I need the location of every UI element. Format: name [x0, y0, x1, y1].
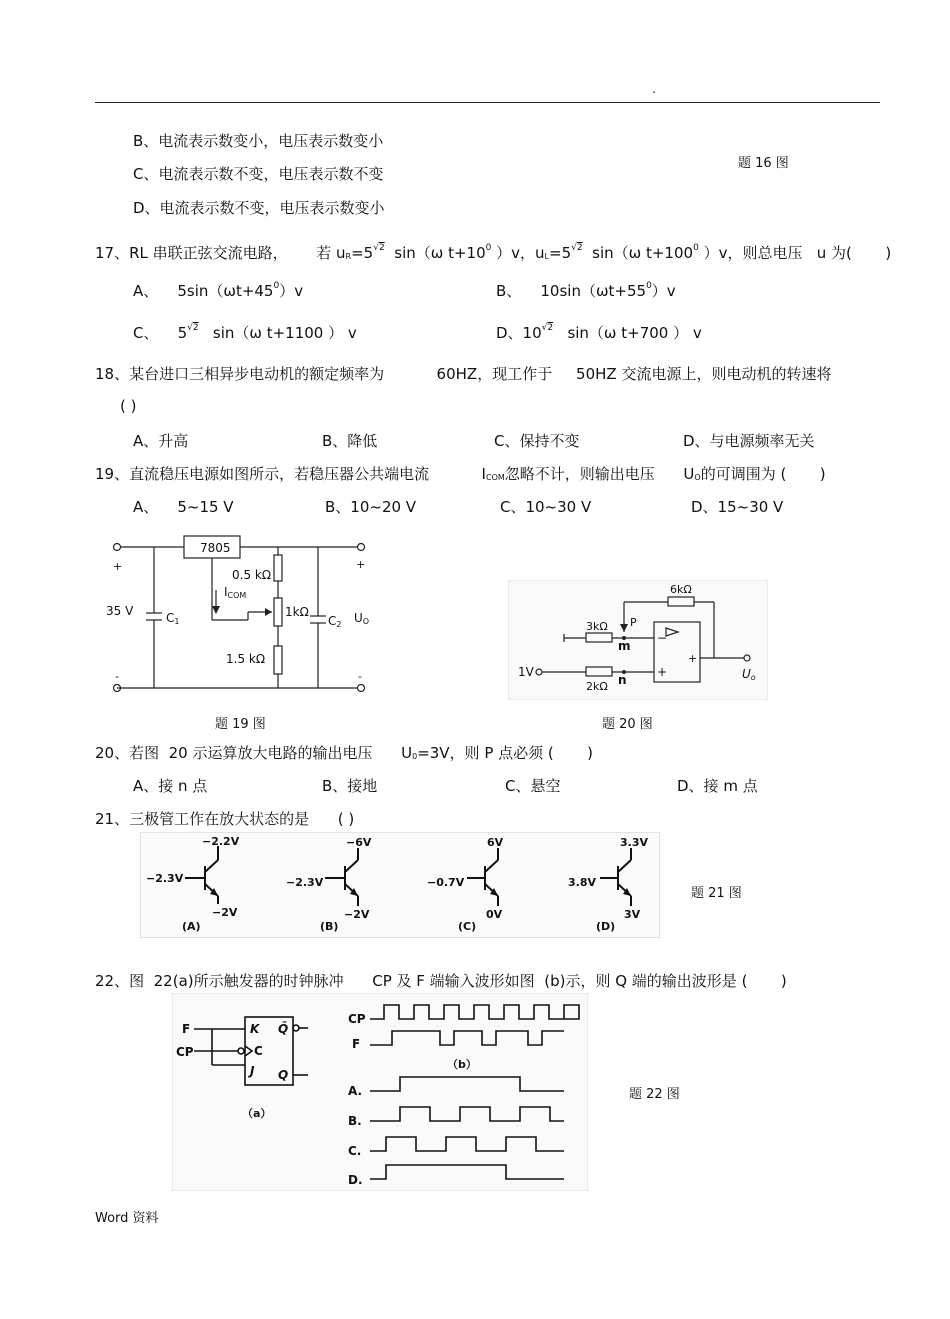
q17-option-d: D、$10^{√2}$ sin（ω t+700 ） v	[496, 323, 702, 342]
q21-b-tag: (B)	[320, 920, 339, 933]
q19-label-plus-right: +	[356, 558, 366, 571]
q21-a-emitter: −2V	[212, 906, 238, 919]
q20-label-2k: 2kΩ	[586, 680, 608, 693]
footer-text: Word 资料	[95, 1211, 159, 1226]
q19-figure-caption: 题 19 图	[215, 717, 266, 732]
q17-option-b: B、 $10\sin(\omega t+55^0)v$	[496, 281, 676, 300]
q19-label-minus-right: -	[358, 670, 362, 683]
q20-option-a: A、接 n 点	[133, 777, 208, 795]
q22-stem: 22、图 22(a)所示触发器的时钟脉冲 CP 及 F 端输入波形如图 (b)示，则 Q 端的输出波形是 ( )	[95, 972, 787, 990]
q20-stem: 20、若图 20 示运算放大电路的输出电压 $U_0=3V$，则 P 点必须 ( )	[95, 744, 594, 762]
q18-option-d: D、与电源频率无关	[683, 432, 815, 450]
q22-wave-c-label: C.	[348, 1144, 362, 1158]
q21-c-base: −0.7V	[427, 876, 465, 889]
q22-label-k: K	[250, 1022, 260, 1036]
q22-flipflop-figure	[172, 993, 588, 1191]
q16-option-b: B、电流表示数变小，电压表示数变小	[133, 132, 384, 150]
q20-option-c: C、悬空	[505, 777, 561, 795]
q17-option-a: A、 $5\sin(\omega t+45^0)v$	[133, 281, 304, 300]
q16-option-c: C、电流表示数不变，电压表示数不变	[133, 165, 384, 183]
q19-label-35v: 35 V	[106, 604, 134, 618]
q19-label-r2: 1.5 kΩ	[226, 652, 266, 666]
q19-label-icom: ICOM	[224, 585, 247, 600]
q21-d-emitter: 3V	[624, 908, 641, 921]
q22-label-f: F	[182, 1022, 191, 1036]
q22-wave-cp-label: CP	[348, 1012, 366, 1026]
q21-c-emitter: 0V	[486, 908, 503, 921]
q19-label-r1: 0.5 kΩ	[232, 568, 272, 582]
q19-option-d: D、15~30 V	[691, 498, 784, 516]
q21-c-tag: (C)	[458, 920, 477, 933]
q21-d-collector: 3.3V	[620, 836, 648, 849]
q21-transistor-figure	[140, 832, 660, 938]
q18-option-c: C、保持不变	[494, 432, 580, 450]
q19-label-rp: 1kΩ	[285, 605, 309, 619]
q22-label-qbar: Q̄	[278, 1022, 289, 1036]
q22-wave-f-label: F	[352, 1037, 361, 1051]
q19-option-a: A、 5~15 V	[133, 498, 234, 516]
q20-label-6k: 6kΩ	[670, 583, 692, 596]
header-dot: .	[652, 82, 656, 96]
q20-option-d: D、接 m 点	[677, 777, 758, 795]
q20-opamp-diagram	[508, 580, 768, 700]
q22-wave-a-label: A.	[348, 1084, 363, 1098]
q22-label-b: （b）	[447, 1058, 477, 1071]
q19-option-c: C、10~30 V	[500, 498, 592, 516]
q21-a-base: −2.3V	[146, 872, 184, 885]
q21-d-base: 3.8V	[568, 876, 596, 889]
q21-b-collector: −6V	[346, 836, 372, 849]
q20-label-3k: 3kΩ	[586, 620, 608, 633]
q19-label-uo: UO	[354, 611, 370, 626]
q21-b-base: −2.3V	[286, 876, 324, 889]
q22-label-j: J	[250, 1064, 255, 1078]
q16-option-d: D、电流表示数不变，电压表示数变小	[133, 199, 385, 217]
q22-wave-b-label: B.	[348, 1114, 362, 1128]
q19-label-7805: 7805	[200, 541, 231, 555]
q19-circuit-diagram	[100, 528, 390, 698]
q21-a-tag: (A)	[182, 920, 201, 933]
q22-label-a: （a）	[242, 1107, 272, 1120]
q20-label-uo: Uo	[742, 667, 756, 682]
q19-label-minus-left: -	[115, 670, 119, 683]
q22-label-q: Q	[278, 1068, 289, 1082]
q21-b-emitter: −2V	[344, 908, 370, 921]
q22-label-cp: CP	[176, 1045, 194, 1059]
header-rule	[95, 102, 880, 103]
q19-label-c1: C1	[166, 611, 180, 626]
q20-figure-caption: 题 20 图	[602, 717, 653, 732]
q18-option-a: A、升高	[133, 432, 189, 450]
q19-label-plus-left: +	[113, 560, 123, 573]
q22-figure-caption: 题 22 图	[629, 1087, 680, 1102]
q20-label-m: m	[618, 639, 631, 653]
q21-figure-caption: 题 21 图	[691, 886, 742, 901]
q18-option-b: B、降低	[322, 432, 378, 450]
q20-label-minus: −	[657, 631, 668, 645]
q19-option-b: B、10~20 V	[325, 498, 417, 516]
q22-wave-d-label: D.	[348, 1173, 363, 1187]
q21-a-collector: −2.2V	[202, 835, 240, 848]
q20-label-1v: 1V	[518, 665, 534, 679]
q20-label-n: n	[618, 673, 627, 687]
q16-figure-caption: 题 16 图	[738, 156, 789, 171]
q20-label-plus-in: +	[657, 665, 668, 679]
q20-label-p: P	[630, 616, 637, 629]
q17-stem: 17、RL 串联正弦交流电路， 若 $u_R=5^{√2}$ sin（ω $t+10^0$ ）v，$u_L=5^{√2}$ sin（ω $t+100^0$ ）v，则总电压 u 为( )	[95, 243, 892, 262]
q20-option-b: B、接地	[322, 777, 378, 795]
q21-stem: 21、三极管工作在放大状态的是 ( )	[95, 810, 355, 828]
q21-d-tag: (D)	[596, 920, 616, 933]
q18-stem: 18、某台进口三相异步电动机的额定频率为 60HZ，现工作于 50HZ 交流电源上，则电动机的转速将	[95, 365, 832, 383]
q21-c-collector: 6V	[487, 836, 504, 849]
q22-label-c: C	[254, 1044, 263, 1058]
q20-label-plus-out: +	[688, 652, 698, 665]
q18-paren: ( )	[120, 397, 137, 415]
q19-stem: 19、直流稳压电源如图所示，若稳压器公共端电流 $I_{COM}$忽略不计，则输出电压 $U_O$的可调围为 ( )	[95, 465, 826, 483]
q17-option-c: C、 $5^{√2}$ sin（ω t+1100 ） v	[133, 323, 357, 342]
q19-label-c2: C2	[328, 614, 342, 629]
